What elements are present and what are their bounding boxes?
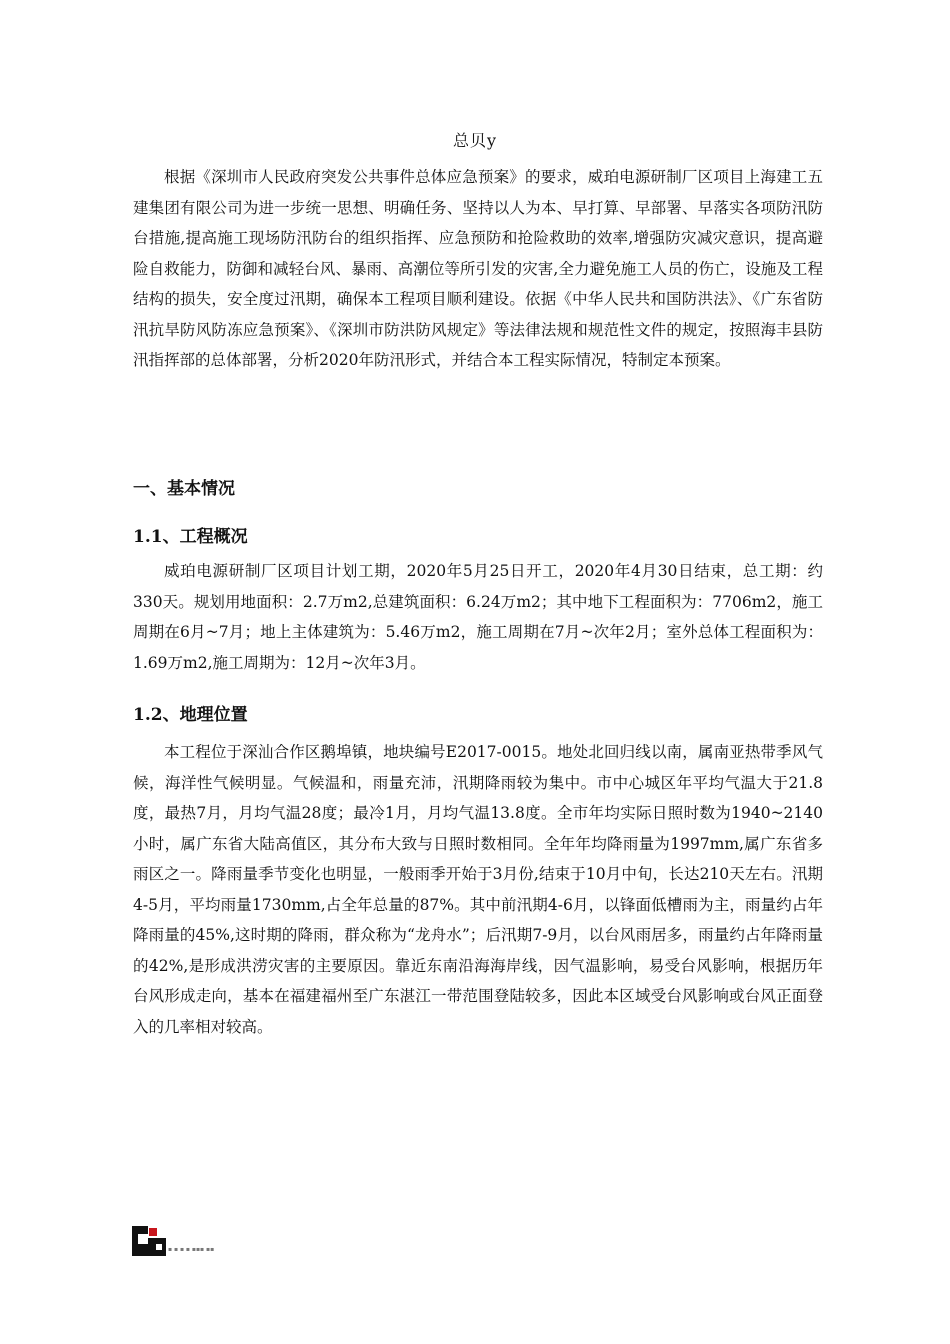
location-paragraph: 本工程位于深汕合作区鹅埠镇，地块编号E2017-0015。地处北回归线以南，属南亚热带季风气候，海洋性气候明显。气候温和，雨量充沛，汛期降雨较为集中。市中心城区年平均气温大于21.8度，最热7月，月均气温28度；最冷1月，月均气温13.8度。全市年均实际日照时数为1940~2140小时，属广东省大陆高值区，其分布大致与日照时数相同。全年年均降雨量为1997mm,属广东省多雨区之一。降雨量季节变化也明显，一般雨季开始于3月份,结束于10月中旬，长达210天左右。汛期4-5月，平均雨量1730mm,占全年总量的87%。其中前汛期4-6月，以锋面低槽雨为主，雨量约占年降雨量的45%,这时期的降雨，群众称为“龙舟水”；后汛期7-9月，以台风雨居多，雨量约占年降雨量的42%,是形成洪涝灾害的主要原因。靠近东南沿海海岸线，因气温影响，易受台风影响，根据历年台风形成走向，基本在福建福州至广东湛江一带范围登陆较多，因此本区域受台风影响或台风正面登入的几率相对较高。 — [133, 743, 823, 1036]
project-overview-paragraph: 威珀电源研制厂区项目计划工期，2020年5月25日开工，2020年4月30日结束，总工期：约330天。规划用地面积：2.7万m2,总建筑面积：6.24万m2；其中地下工程面积为：7706m2，施工周期在6月~7月；地上主体建筑为：5.46万m2，施工周期在7月~次年2月；室外总体工程面积为：1.69万m2,施工周期为：12月~次年3月。 — [133, 562, 823, 672]
page-title: 总贝y — [452, 131, 498, 150]
logo-caption-illegible: ▪ ▪ ▪ ▪ ▪▪▪ ▪▪ — [168, 1246, 215, 1253]
subsection-heading-location: 1.2、地理位置 — [133, 705, 248, 725]
section-heading-basic-info: 一、基本情况 — [133, 479, 235, 499]
subsection-heading-project-overview: 1.1、工程概况 — [133, 527, 248, 547]
company-logo-icon — [132, 1226, 166, 1256]
intro-paragraph: 根据《深圳市人民政府突发公共事件总体应急预案》的要求，威珀电源研制厂区项目上海建工五建集团有限公司为进一步统一思想、明确任务、坚持以人为本、早打算、早部署、早落实各项防汛防台措施,提高施工现场防汛防台的组织指挥、应急预防和抢险救助的效率,增强防灾减灾意识，提高避险自救能力，防御和减轻台风、暴雨、高潮位等所引发的灾害,全力避免施工人员的伤亡，设施及工程结构的损失，安全度过汛期，确保本工程项目顺利建设。依据《中华人民共和国防洪法》、《广东省防汛抗旱防风防冻应急预案》、《深圳市防洪防风规定》等法律法规和规范性文件的规定，按照海丰县防汛指挥部的总体部署，分析2020年防汛形式，并结合本工程实际情况，特制定本预案。 — [133, 168, 823, 369]
